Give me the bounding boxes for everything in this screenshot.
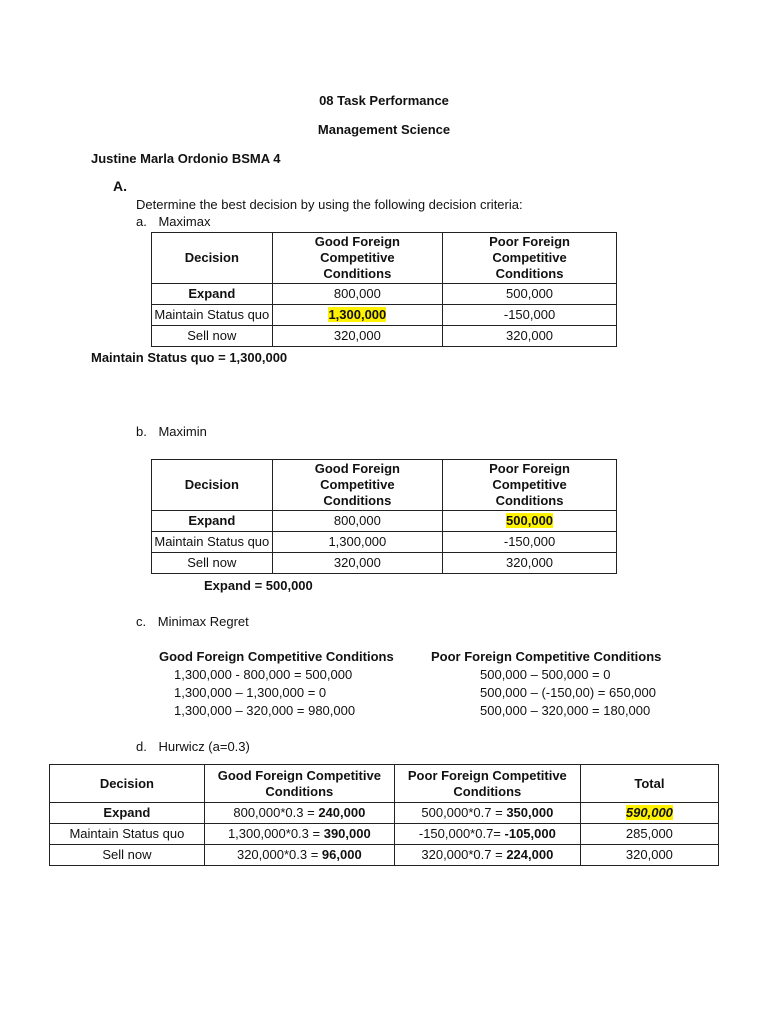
maximax-title: Maximax xyxy=(158,214,211,229)
list-item: 500,000 – 500,000 = 0 xyxy=(480,667,611,682)
good-value: 390,000 xyxy=(323,826,371,841)
maximin-label xyxy=(136,424,207,439)
table-header-row xyxy=(50,765,719,803)
good-calc: 320,000*0.3 = xyxy=(236,847,322,862)
instruction-text: Determine the best decision by using the following decision criteria: xyxy=(136,197,523,212)
poor-cell: 320,000 xyxy=(443,553,617,574)
table-row xyxy=(50,824,719,845)
good-cell: 800,000 xyxy=(272,284,442,305)
good-cell: 800,000 xyxy=(272,511,442,532)
header-total: Total xyxy=(580,765,718,803)
regret-poor-list xyxy=(480,666,656,720)
header-decision: Decision xyxy=(152,460,273,511)
regret-good-list xyxy=(174,666,355,720)
total-cell: 285,000 xyxy=(580,824,718,845)
table-row xyxy=(152,532,617,553)
decision-cell: Expand xyxy=(50,803,205,824)
good-cell xyxy=(272,305,442,326)
header-poor: Poor Foreign Competitive Conditions xyxy=(443,233,617,284)
hurwicz-label xyxy=(136,739,250,754)
poor-calc: -150,000*0.7= xyxy=(418,826,505,841)
document-title: 08 Task Performance xyxy=(319,93,449,108)
table-row xyxy=(152,305,617,326)
list-item: 1,300,000 – 1,300,000 = 0 xyxy=(174,685,327,700)
maximin-result: Expand = 500,000 xyxy=(204,578,313,593)
total-cell xyxy=(580,803,718,824)
decision-cell: Maintain Status quo xyxy=(152,532,273,553)
highlighted-value: 500,000 xyxy=(506,513,554,528)
good-cell: 320,000 xyxy=(272,553,442,574)
poor-cell xyxy=(394,803,580,824)
poor-cell: -150,000 xyxy=(443,532,617,553)
poor-cell: -150,000 xyxy=(443,305,617,326)
poor-value: -105,000 xyxy=(504,826,556,841)
good-value: 240,000 xyxy=(318,805,366,820)
maximin-table xyxy=(151,459,617,574)
list-marker: a. xyxy=(136,214,147,229)
poor-cell xyxy=(394,824,580,845)
decision-cell: Maintain Status quo xyxy=(152,305,273,326)
student-name: Justine Marla Ordonio BSMA 4 xyxy=(91,151,281,166)
table-row xyxy=(152,511,617,532)
poor-cell: 320,000 xyxy=(443,326,617,347)
header-poor: Poor Foreign Competitive Conditions xyxy=(443,460,617,511)
hurwicz-title: Hurwicz (a=0.3) xyxy=(158,739,250,754)
section-label: A. xyxy=(113,178,127,194)
list-item: 1,300,000 - 800,000 = 500,000 xyxy=(174,667,353,682)
poor-calc: 320,000*0.7 = xyxy=(421,847,507,862)
decision-cell: Sell now xyxy=(152,326,273,347)
list-item: 500,000 – (-150,00) = 650,000 xyxy=(480,685,657,700)
poor-cell xyxy=(443,511,617,532)
header-poor: Poor Foreign Competitive Conditions xyxy=(394,765,580,803)
table-row xyxy=(152,553,617,574)
total-cell: 320,000 xyxy=(580,845,718,866)
good-cell xyxy=(204,824,394,845)
table-row xyxy=(152,326,617,347)
header-good: Good Foreign Competitive Conditions xyxy=(204,765,394,803)
highlighted-value: 590,000 xyxy=(625,805,673,820)
good-calc: 800,000*0.3 = xyxy=(233,805,319,820)
poor-calc: 500,000*0.7 = xyxy=(421,805,507,820)
header-decision: Decision xyxy=(50,765,205,803)
decision-cell: Sell now xyxy=(152,553,273,574)
good-cell: 1,300,000 xyxy=(272,532,442,553)
poor-value: 224,000 xyxy=(506,847,554,862)
list-marker: d. xyxy=(136,739,147,754)
hurwicz-table xyxy=(49,764,719,866)
good-value: 96,000 xyxy=(321,847,362,862)
poor-value: 350,000 xyxy=(506,805,554,820)
decision-cell: Expand xyxy=(152,284,273,305)
subject-title: Management Science xyxy=(317,122,451,137)
good-cell xyxy=(204,803,394,824)
list-item: 1,300,000 – 320,000 = 980,000 xyxy=(174,703,356,718)
good-calc: 1,300,000*0.3 = xyxy=(227,826,324,841)
table-header-row xyxy=(152,233,617,284)
poor-cell: 500,000 xyxy=(443,284,617,305)
minimax-title: Minimax Regret xyxy=(157,614,249,629)
decision-cell: Sell now xyxy=(50,845,205,866)
maximax-label xyxy=(136,214,210,229)
header-good: Good Foreign Competitive Conditions xyxy=(272,460,442,511)
decision-cell: Expand xyxy=(152,511,273,532)
table-header-row xyxy=(152,460,617,511)
header-good: Good Foreign Competitive Conditions xyxy=(272,233,442,284)
list-item: 500,000 – 320,000 = 180,000 xyxy=(480,703,651,718)
decision-cell: Maintain Status quo xyxy=(50,824,205,845)
table-row xyxy=(50,803,719,824)
poor-cell xyxy=(394,845,580,866)
maximax-result: Maintain Status quo = 1,300,000 xyxy=(91,350,288,365)
table-row xyxy=(50,845,719,866)
minimax-label xyxy=(136,614,249,629)
table-row xyxy=(152,284,617,305)
maximax-table xyxy=(151,232,617,347)
regret-good-heading: Good Foreign Competitive Conditions xyxy=(159,649,394,664)
maximin-title: Maximin xyxy=(158,424,207,439)
highlighted-value: 1,300,000 xyxy=(328,307,387,322)
list-marker: b. xyxy=(136,424,147,439)
regret-poor-heading: Poor Foreign Competitive Conditions xyxy=(431,649,662,664)
list-marker: c. xyxy=(136,614,147,629)
header-decision: Decision xyxy=(152,233,273,284)
good-cell: 320,000 xyxy=(272,326,442,347)
good-cell xyxy=(204,845,394,866)
